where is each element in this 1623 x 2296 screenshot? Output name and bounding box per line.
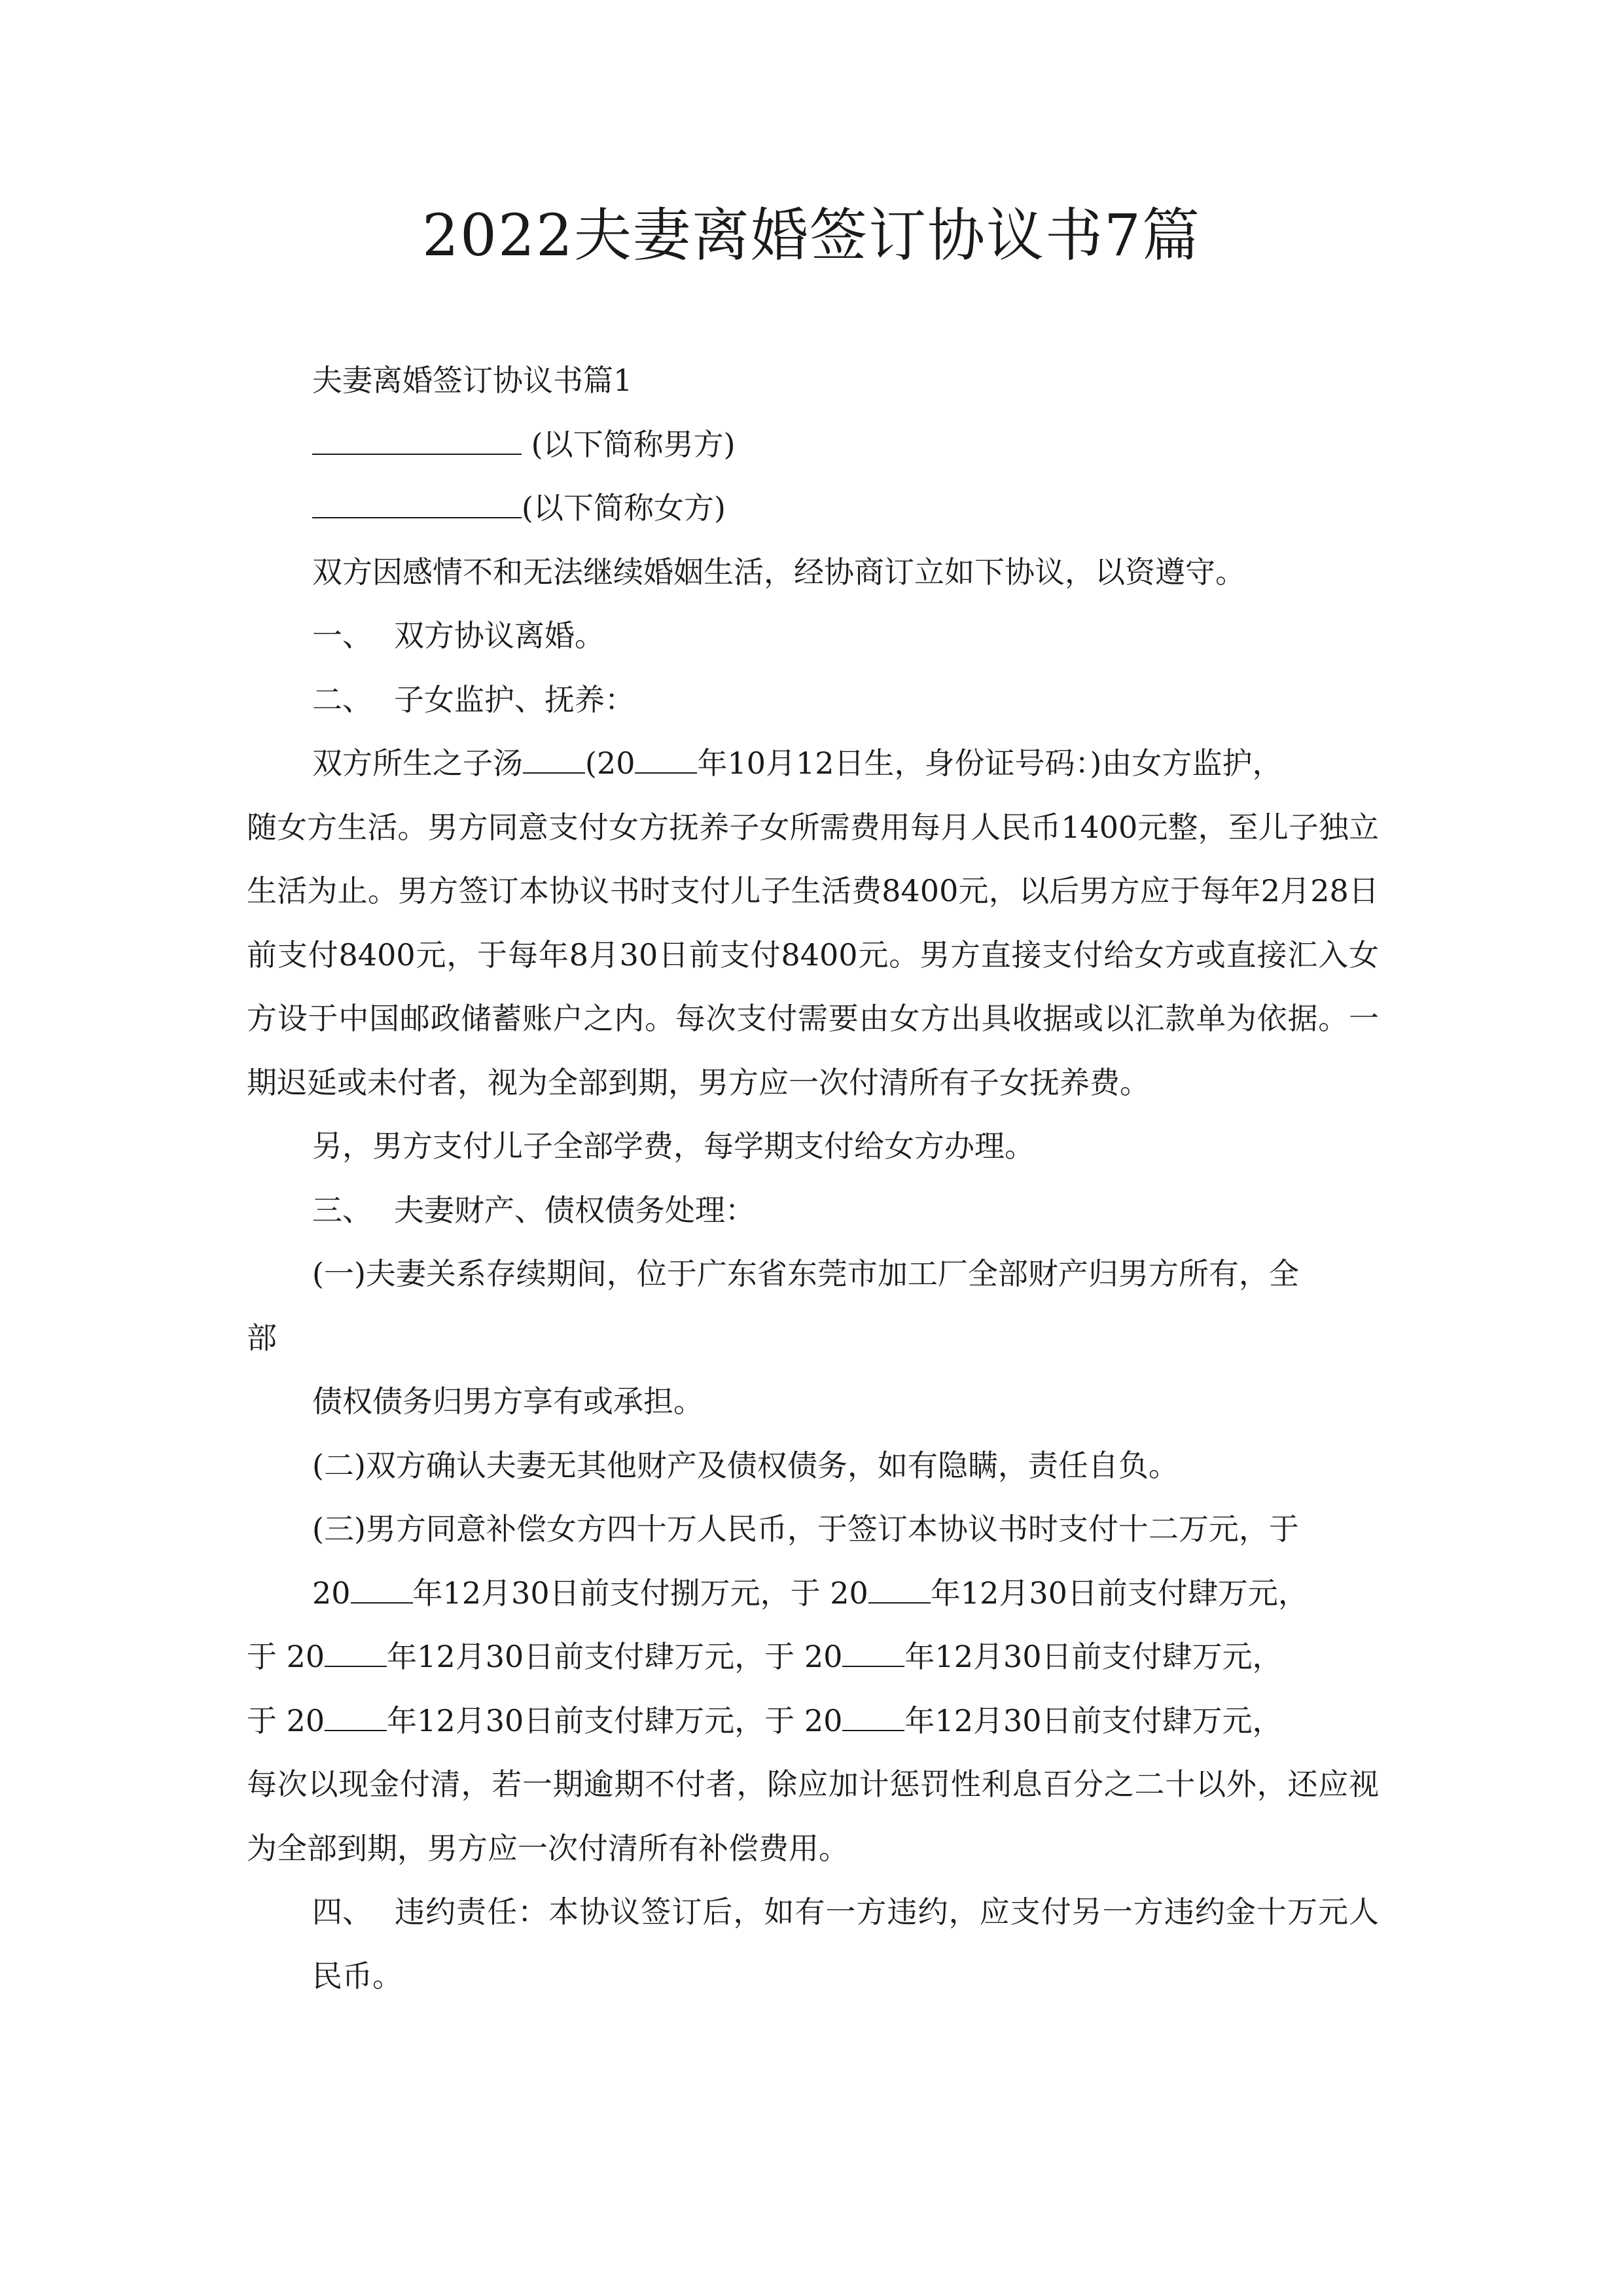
property-1-line-1: (一)夫妻关系存续期间，位于广东省东莞市加工厂全部财产归男方所有，全 [312,1256,1299,1291]
payment-line-1 [247,1562,1379,1626]
birth-year-blank [635,746,697,774]
property-2: (二)双方确认夫妻无其他财产及债权债务，如有隐瞒，责任自负。 [312,1447,1179,1483]
payment-paragraph: 每次以现金付清，若一期逾期不付者，除应加计惩罚性利息百分之二十以外，还应视为全部到期，男方应一次付清所有补偿费用。 [247,1767,1379,1866]
year-prefix: 20 [830,1575,868,1611]
year-prefix: 20 [804,1702,843,1738]
year-blank [842,1640,904,1667]
property-1-line-3: 债权债务归男方享有或承担。 [312,1384,704,1419]
party-female-blank [312,491,522,518]
payment-line-3 [247,1689,1379,1753]
item-1-number: 一、 [312,618,372,653]
party-male-suffix: (以下简称男方) [522,426,736,462]
item-1-text: 双方协议离婚。 [394,618,605,653]
custody-line [247,732,1379,796]
year-prefix: 20 [286,1639,325,1674]
custody-text-c: 年10月12日生，身份证号码：)由女方监护， [697,745,1283,781]
year-blank [325,1640,387,1667]
item-4-text: 违约责任：本协议签订后，如有一方违约，应支付另一方违约金十万元人民币。 [312,1894,1379,1994]
item-4-number: 四、 [312,1894,372,1929]
year-prefix: 20 [804,1639,843,1674]
item-2-number: 二、 [312,681,372,717]
party-female-suffix: (以下简称女方) [522,490,726,526]
payment-text: 年12月30日前支付肆万元， [904,1702,1283,1738]
item-1 [247,604,1379,668]
child-name-blank [523,746,585,774]
year-blank [842,1704,904,1731]
year-blank [351,1576,413,1604]
payment-text: 年12月30日前支付肆万元， [904,1639,1283,1674]
year-blank [868,1576,931,1604]
property-1-line-2: 部 [247,1319,277,1355]
item-2 [247,668,1379,732]
year-prefix: 20 [312,1575,351,1611]
intro-paragraph: 双方因感情不和无法继续婚姻生活，经协商订立如下协议，以资遵守。 [312,554,1245,590]
payment-text: 于 [247,1639,277,1674]
custody-text-b: (20 [585,745,635,781]
property-3: (三)男方同意补偿女方四十万人民币，于签订本协议书时支付十二万元，于 [312,1511,1299,1547]
item-4 [247,1880,1379,2008]
payment-text: 于 [247,1702,277,1738]
item-3-number: 三、 [312,1192,372,1228]
custody-paragraph: 随女方生活。男方同意支付女方抚养子女所需费用每月人民币1400元整，至儿子独立生活为止。男方签订本协议书时支付儿子生活费8400元，以后男方应于每年2月28日前支付8400元，于每年8月30日前支付8400元。男方直接支付给女方或直接汇入女方设于中国邮政储蓄账户之内。每次支付需要由女方出具收据或以汇款单为依据。一期迟延或未付者，视为全部到期，男方应一次付清所有子女抚养费。 [247,809,1379,1100]
custody-text-a: 双方所生之子汤 [312,745,523,781]
item-2-text: 子女监护、抚养： [394,681,635,717]
party-male-line [247,413,1379,477]
payment-line-2 [247,1625,1379,1689]
year-prefix: 20 [286,1702,325,1738]
year-blank [325,1704,387,1731]
document-title: 2022夫妻离婚签订协议书7篇 [422,202,1201,269]
party-female-line [247,476,1379,541]
item-3-text: 夫妻财产、债权债务处理： [394,1192,755,1228]
payment-text: 年12月30日前支付肆万元，于 [387,1639,795,1674]
tuition-paragraph: 另，男方支付儿子全部学费，每学期支付给女方办理。 [312,1128,1035,1164]
payment-text: 年12月30日前支付肆万元，于 [387,1702,795,1738]
item-3 [247,1179,1379,1243]
section-heading: 夫妻离婚签订协议书篇1 [312,363,633,398]
party-male-blank [312,427,522,455]
payment-text: 年12月30日前支付肆万元， [930,1575,1308,1611]
payment-text: 年12月30日前支付捌万元，于 [412,1575,821,1611]
document-body [247,349,1379,2008]
